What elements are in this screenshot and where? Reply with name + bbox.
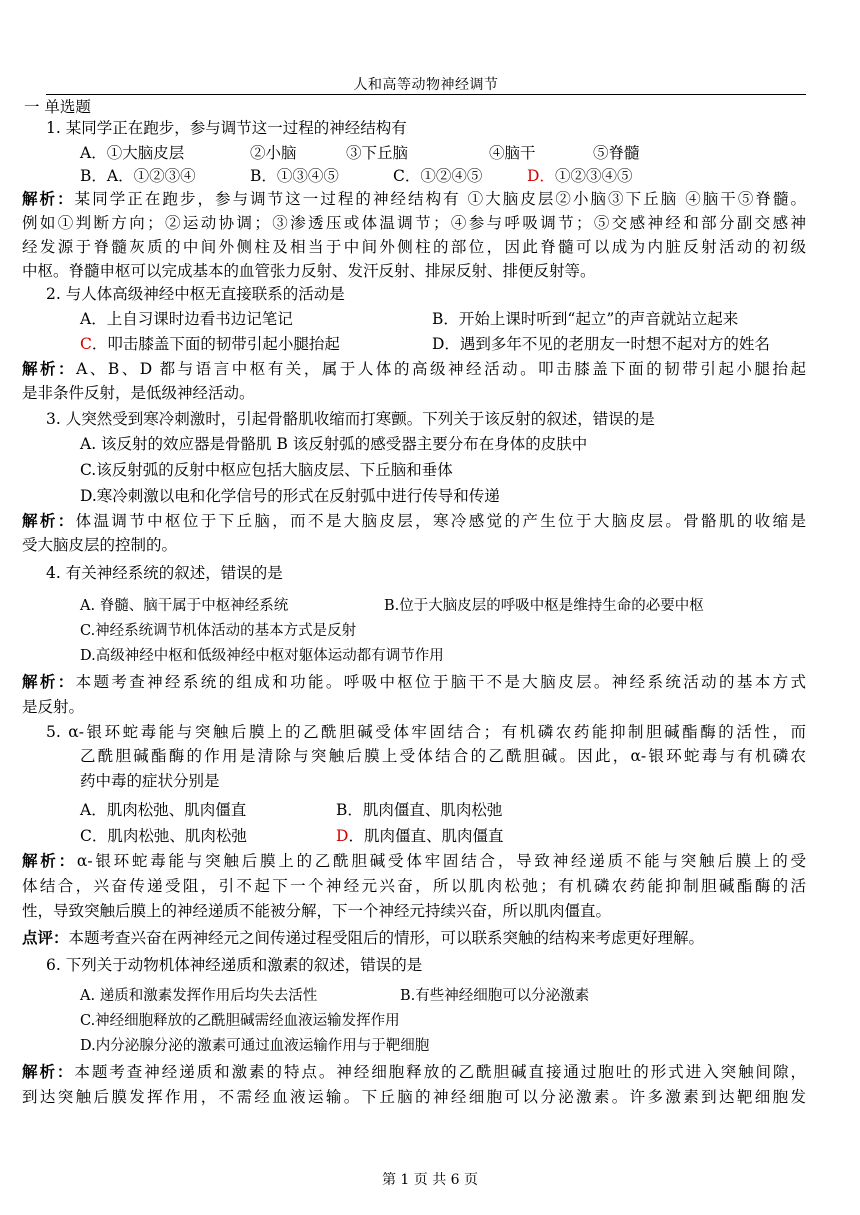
q2-stem: 2. 与人体高级神经中枢无直接联系的活动是 xyxy=(46,285,345,303)
q6-analysis-label: 解析： xyxy=(22,1062,75,1081)
q2-option-a: A．上自习课时边看书边记笔记 xyxy=(80,310,293,328)
q1-item-d: ④脑干 xyxy=(489,144,536,162)
q4-analysis-line-1: 解析：本题考查神经系统的组成和功能。呼吸中枢位于脑干不是大脑皮层。神经系统活动的基本方式 xyxy=(22,672,806,691)
q5-comment: 点评：本题考查兴奋在两神经元之间传递过程受阻后的情形，可以联系突触的结构来考虑更好理解。 xyxy=(22,928,705,947)
q5-analysis-line-2: 体结合，兴奋传递受阻，引不起下一个神经元兴奋，所以肌肉松弛；有机磷农药能抑制胆碱酯酶的活 xyxy=(22,877,806,895)
q6-option-a: A. 递质和激素发挥作用后均失去活性 xyxy=(80,988,318,1004)
q3-analysis-line-1: 解析：体温调节中枢位于下丘脑，而不是大脑皮层，寒冷感觉的产生位于大脑皮层。骨骼肌的收缩是 xyxy=(22,511,806,530)
q2-option-d: D．遇到多年不见的老朋友一时想不起对方的姓名 xyxy=(432,335,770,353)
page-footer: 第 1 页 共 6 页 xyxy=(381,1172,479,1188)
q1-analysis-line-2: 例如①判断方向；②运动协调；③渗透压或体温调节；④参与呼吸调节；⑤交感神经和部分副交感神 xyxy=(22,214,806,232)
q1-analysis-line-4: 中枢。脊髓申枢可以完成基本的血管张力反射、发汗反射、排尿反射、排便反射等。 xyxy=(22,262,596,280)
q5-stem-line-2: 乙酰胆碱酯酶的作用是清除与突触后膜上受体结合的乙酰胆碱。因此，α-银环蛇毒与有机磷农 xyxy=(80,747,806,765)
q5-analysis-line-1: 解析：α-银环蛇毒能与突触后膜上的乙酰胆碱受体牢固结合，导致神经递质不能与突触后膜上的受 xyxy=(22,851,806,870)
q5-analysis-line-3: 性，导致突触后膜上的神经递质不能被分解，下一个神经元持续兴奋，所以肌肉僵直。 xyxy=(22,902,612,920)
q1-analysis-line-3: 经发源于脊髓灰质的中间外侧柱及相当于中间外侧柱的部位，因此脊髓可以成为内脏反射活动的初级 xyxy=(22,238,806,256)
q6-analysis-line-1: 解析：本题考查神经递质和激素的特点。神经细胞释放的乙酰胆碱直接通过胞吐的形式进入突触间隙， xyxy=(22,1062,806,1081)
q2-option-b: B．开始上课时听到“起立”的声音就站立起来 xyxy=(432,310,739,328)
q3-options-ab: A. 该反射的效应器是骨骼肌 B 该反射弧的感受器主要分布在身体的皮肤中 xyxy=(80,435,588,453)
q5-option-b: B．肌肉僵直、肌肉松弛 xyxy=(336,801,503,819)
page-header-title: 人和高等动物神经调节 xyxy=(353,77,499,93)
q5-option-c: C．肌肉松弛、肌肉松弛 xyxy=(80,827,247,845)
q1-item-e: ⑤脊髓 xyxy=(593,144,640,162)
q3-stem: 3. 人突然受到寒冷刺激时，引起骨骼肌收缩而打寒颤。下列关于该反射的叙述，错误的是 xyxy=(46,410,655,428)
q1-stem: 1. 某同学正在跑步，参与调节这一过程的神经结构有 xyxy=(46,119,407,137)
q1-item-c: ③下丘脑 xyxy=(346,144,409,162)
q4-analysis-label: 解析： xyxy=(22,672,76,691)
q2-analysis-line-1: 解析：A、B、D 都与语言中枢有关，属于人体的高级神经活动。叩击膝盖下面的韧带引起小腿抬起 xyxy=(22,359,806,378)
q1-option-d-text: ①②③④⑤ xyxy=(554,167,633,185)
q1-analysis-line-1: 解析：某同学正在跑步，参与调节这一过程的神经结构有 ①大脑皮层②小脑③下丘脑 ④脑干⑤脊髓。 xyxy=(22,189,806,208)
q1-item-a: A．①大脑皮层 xyxy=(80,144,185,162)
q4-option-c: C.神经系统调节机体活动的基本方式是反射 xyxy=(80,623,357,639)
q6-option-b: B.有些神经细胞可以分泌激素 xyxy=(400,988,590,1004)
q5-option-a: A．肌肉松弛、肌肉僵直 xyxy=(80,801,247,819)
q4-option-a: A. 脊髓、脑干属于中枢神经系统 xyxy=(80,598,289,614)
q6-option-d: D.内分泌腺分泌的激素可通过血液运输作用与于靶细胞 xyxy=(80,1038,430,1054)
q2-analysis-label: 解析： xyxy=(22,359,77,378)
q1-item-b: ②小脑 xyxy=(250,144,297,162)
q2-answer-label: C xyxy=(80,335,92,353)
q1-answer-label: D． xyxy=(527,167,555,185)
q1-option-b: B．①③④⑤ xyxy=(250,167,339,185)
q1-option-a: B．A．①②③④ xyxy=(80,167,196,185)
q5-answer-label: D xyxy=(336,827,349,845)
q5-comment-label: 点评： xyxy=(22,928,69,947)
q1-analysis-label: 解析： xyxy=(22,189,75,208)
q4-analysis-line-2: 是反射。 xyxy=(22,698,85,716)
q2-analysis-line-2: 是非条件反射，是低级神经活动。 xyxy=(22,384,255,402)
q4-option-b: B.位于大脑皮层的呼吸中枢是维持生命的必要中枢 xyxy=(384,598,704,614)
q3-analysis-line-2: 受大脑皮层的控制的。 xyxy=(22,536,178,554)
q3-option-d: D.寒冷刺激以电和化学信号的形式在反射弧中进行传导和传递 xyxy=(80,487,500,505)
q6-analysis-line-2: 到达突触后膜发挥作用，不需经血液运输。下丘脑的神经细胞可以分泌激素。许多激素到达靶细胞发 xyxy=(22,1088,806,1106)
section-title: 一 单选题 xyxy=(24,98,91,116)
q1-option-d xyxy=(527,166,632,186)
q2-option-c: C．叩击膝盖下面的韧带引起小腿抬起 xyxy=(80,335,340,353)
q6-stem: 6. 下列关于动物机体神经递质和激素的叙述，错误的是 xyxy=(46,956,423,974)
header-rule xyxy=(46,94,806,95)
q3-option-c: C.该反射弧的反射中枢应包括大脑皮层、下丘脑和垂体 xyxy=(80,461,453,479)
q5-analysis-label: 解析： xyxy=(22,851,77,870)
q3-analysis-label: 解析： xyxy=(22,511,76,530)
q1-option-c: C．①②④⑤ xyxy=(393,167,483,185)
q6-option-c: C.神经细胞释放的乙酰胆碱需经血液运输发挥作用 xyxy=(80,1013,400,1029)
q4-stem: 4. 有关神经系统的叙述，错误的是 xyxy=(46,564,283,582)
q5-stem-line-1: 5. α-银环蛇毒能与突触后膜上的乙酰胆碱受体牢固结合；有机磷农药能抑制胆碱酯酶的活性，而 xyxy=(46,723,806,741)
q5-option-d: D．肌肉僵直、肌肉僵直 xyxy=(336,827,504,845)
q4-option-d: D.高级神经中枢和低级神经中枢对躯体运动都有调节作用 xyxy=(80,648,444,664)
q5-stem-line-3: 药中毒的症状分别是 xyxy=(80,772,220,790)
